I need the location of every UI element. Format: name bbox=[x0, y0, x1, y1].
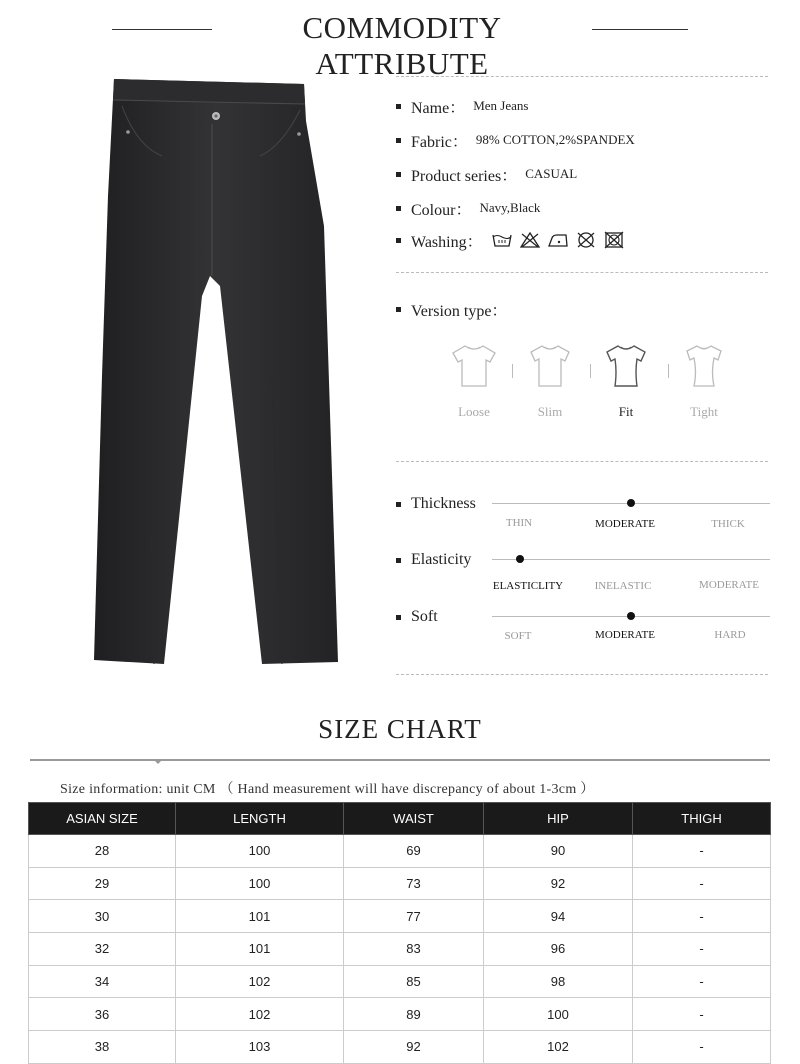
attr-value: 98% COTTON,2%SPANDEX bbox=[475, 132, 635, 147]
table-cell: 73 bbox=[344, 867, 484, 900]
tshirt-icon bbox=[679, 340, 729, 390]
scale-option: MODERATE bbox=[699, 579, 759, 591]
attr-label: Colour： bbox=[411, 201, 472, 219]
table-row bbox=[29, 933, 771, 966]
scale-thickness-indicator bbox=[627, 499, 635, 507]
table-cell: 36 bbox=[29, 998, 176, 1031]
bullet bbox=[396, 238, 401, 243]
scale-option: MODERATE bbox=[595, 629, 655, 641]
table-cell: - bbox=[633, 1031, 771, 1064]
bullet bbox=[396, 558, 401, 563]
table-cell: 96 bbox=[484, 933, 633, 966]
attr-value: Men Jeans bbox=[473, 98, 529, 113]
tshirt-icon bbox=[525, 340, 575, 390]
bullet bbox=[396, 172, 401, 177]
table-row bbox=[29, 867, 771, 900]
no-dry-clean-icon bbox=[575, 231, 597, 249]
table-row bbox=[29, 1031, 771, 1064]
table-cell: - bbox=[633, 867, 771, 900]
version-type-options bbox=[440, 340, 740, 430]
scale-option: THIN bbox=[505, 517, 533, 529]
attr-label: Washing： bbox=[411, 233, 483, 251]
table-cell: 101 bbox=[176, 933, 344, 966]
table-cell: - bbox=[633, 900, 771, 933]
table-cell: 94 bbox=[484, 900, 633, 933]
scale-option: THICK bbox=[711, 518, 745, 530]
bullet bbox=[396, 206, 401, 211]
separator bbox=[590, 364, 591, 378]
attr-label: Fabric： bbox=[411, 133, 468, 151]
table-cell: 92 bbox=[484, 867, 633, 900]
size-chart-rule bbox=[30, 759, 770, 761]
bullet bbox=[396, 138, 401, 143]
version-label: Loose bbox=[458, 404, 490, 419]
table-row bbox=[29, 835, 771, 868]
table-cell: 101 bbox=[176, 900, 344, 933]
attr-value: Navy,Black bbox=[479, 200, 541, 215]
table-cell: 102 bbox=[176, 965, 344, 998]
table-cell: 69 bbox=[344, 835, 484, 868]
divider bbox=[396, 272, 768, 273]
separator bbox=[512, 364, 513, 378]
commodity-attribute-header bbox=[0, 6, 800, 81]
column-header: THIGH bbox=[633, 803, 771, 835]
scale-option: INELASTIC bbox=[594, 580, 652, 592]
tshirt-icon bbox=[449, 340, 499, 390]
attr-label: Name： bbox=[411, 99, 466, 117]
table-cell: 30 bbox=[29, 900, 176, 933]
table-cell: 98 bbox=[484, 965, 633, 998]
attr-value: CASUAL bbox=[525, 166, 578, 181]
scale-elasticity-indicator bbox=[516, 555, 524, 563]
version-label: Fit bbox=[618, 404, 634, 419]
version-option-slim bbox=[520, 340, 580, 420]
version-label: Slim bbox=[537, 404, 563, 419]
attr-colour bbox=[396, 196, 540, 220]
table-cell: 32 bbox=[29, 933, 176, 966]
table-cell: 92 bbox=[344, 1031, 484, 1064]
table-cell: 100 bbox=[484, 998, 633, 1031]
attr-product-series bbox=[396, 162, 577, 186]
scale-elasticity-track bbox=[492, 559, 770, 560]
scale-option: ELASTICLITY bbox=[492, 580, 564, 592]
table-cell: 34 bbox=[29, 965, 176, 998]
size-chart-title: SIZE CHART bbox=[318, 714, 482, 744]
version-option-loose bbox=[444, 340, 504, 420]
table-cell: 29 bbox=[29, 867, 176, 900]
column-header: WAIST bbox=[344, 803, 484, 835]
bullet bbox=[396, 307, 401, 312]
column-header: ASIAN SIZE bbox=[29, 803, 176, 835]
table-cell: 38 bbox=[29, 1031, 176, 1064]
table-cell: - bbox=[633, 933, 771, 966]
size-table bbox=[28, 802, 771, 1064]
version-label: Tight bbox=[690, 404, 718, 419]
attr-fabric bbox=[396, 128, 635, 152]
divider bbox=[396, 674, 768, 675]
table-cell: - bbox=[633, 835, 771, 868]
iron-icon bbox=[547, 231, 569, 249]
column-header: HIP bbox=[484, 803, 633, 835]
table-cell: 102 bbox=[176, 998, 344, 1031]
bullet bbox=[396, 502, 401, 507]
table-cell: 89 bbox=[344, 998, 484, 1031]
table-cell: 90 bbox=[484, 835, 633, 868]
table-cell: 85 bbox=[344, 965, 484, 998]
table-row bbox=[29, 965, 771, 998]
version-option-fit bbox=[596, 340, 656, 420]
table-cell: 100 bbox=[176, 867, 344, 900]
table-row bbox=[29, 998, 771, 1031]
attr-label: Thickness bbox=[411, 495, 476, 512]
table-cell: 103 bbox=[176, 1031, 344, 1064]
separator bbox=[668, 364, 669, 378]
no-bleach-icon bbox=[519, 231, 541, 249]
table-cell: 100 bbox=[176, 835, 344, 868]
attr-label: Soft bbox=[411, 608, 438, 625]
table-cell: - bbox=[633, 998, 771, 1031]
attr-label: Elasticity bbox=[411, 551, 472, 568]
scale-soft-indicator bbox=[627, 612, 635, 620]
washing-icons bbox=[491, 231, 625, 249]
product-image-jeans bbox=[92, 76, 342, 668]
table-cell: 77 bbox=[344, 900, 484, 933]
scale-option: MODERATE bbox=[595, 518, 655, 530]
divider bbox=[396, 76, 768, 77]
table-cell: 28 bbox=[29, 835, 176, 868]
attr-label: Version type： bbox=[411, 302, 508, 320]
version-option-tight bbox=[674, 340, 734, 420]
no-tumble-dry-icon bbox=[603, 231, 625, 249]
bullet bbox=[396, 104, 401, 109]
attr-version-type bbox=[396, 297, 507, 321]
title-rule-right bbox=[592, 29, 688, 30]
attr-label: Product series： bbox=[411, 167, 518, 185]
scale-option: HARD bbox=[714, 629, 746, 641]
size-info-note: Size information: unit CM （ Hand measurement will have discrepancy of about 1-3cm ） bbox=[60, 782, 595, 797]
scale-soft-label bbox=[396, 605, 438, 629]
wash-tub-icon bbox=[491, 231, 513, 249]
table-cell: - bbox=[633, 965, 771, 998]
rule-pointer-icon bbox=[154, 760, 162, 764]
column-header: LENGTH bbox=[176, 803, 344, 835]
attr-washing bbox=[396, 228, 625, 252]
page-title: COMMODITY ATTRIBUTE bbox=[302, 10, 502, 81]
scale-thickness-label bbox=[396, 492, 476, 516]
bullet bbox=[396, 615, 401, 620]
table-header-row bbox=[29, 803, 771, 835]
scale-elasticity-label bbox=[396, 548, 471, 572]
scale-option: SOFT bbox=[504, 630, 532, 642]
table-row bbox=[29, 900, 771, 933]
table-cell: 83 bbox=[344, 933, 484, 966]
title-rule-left bbox=[112, 29, 212, 30]
tshirt-icon bbox=[601, 340, 651, 390]
attr-name bbox=[396, 94, 528, 118]
table-cell: 102 bbox=[484, 1031, 633, 1064]
divider bbox=[396, 461, 768, 462]
